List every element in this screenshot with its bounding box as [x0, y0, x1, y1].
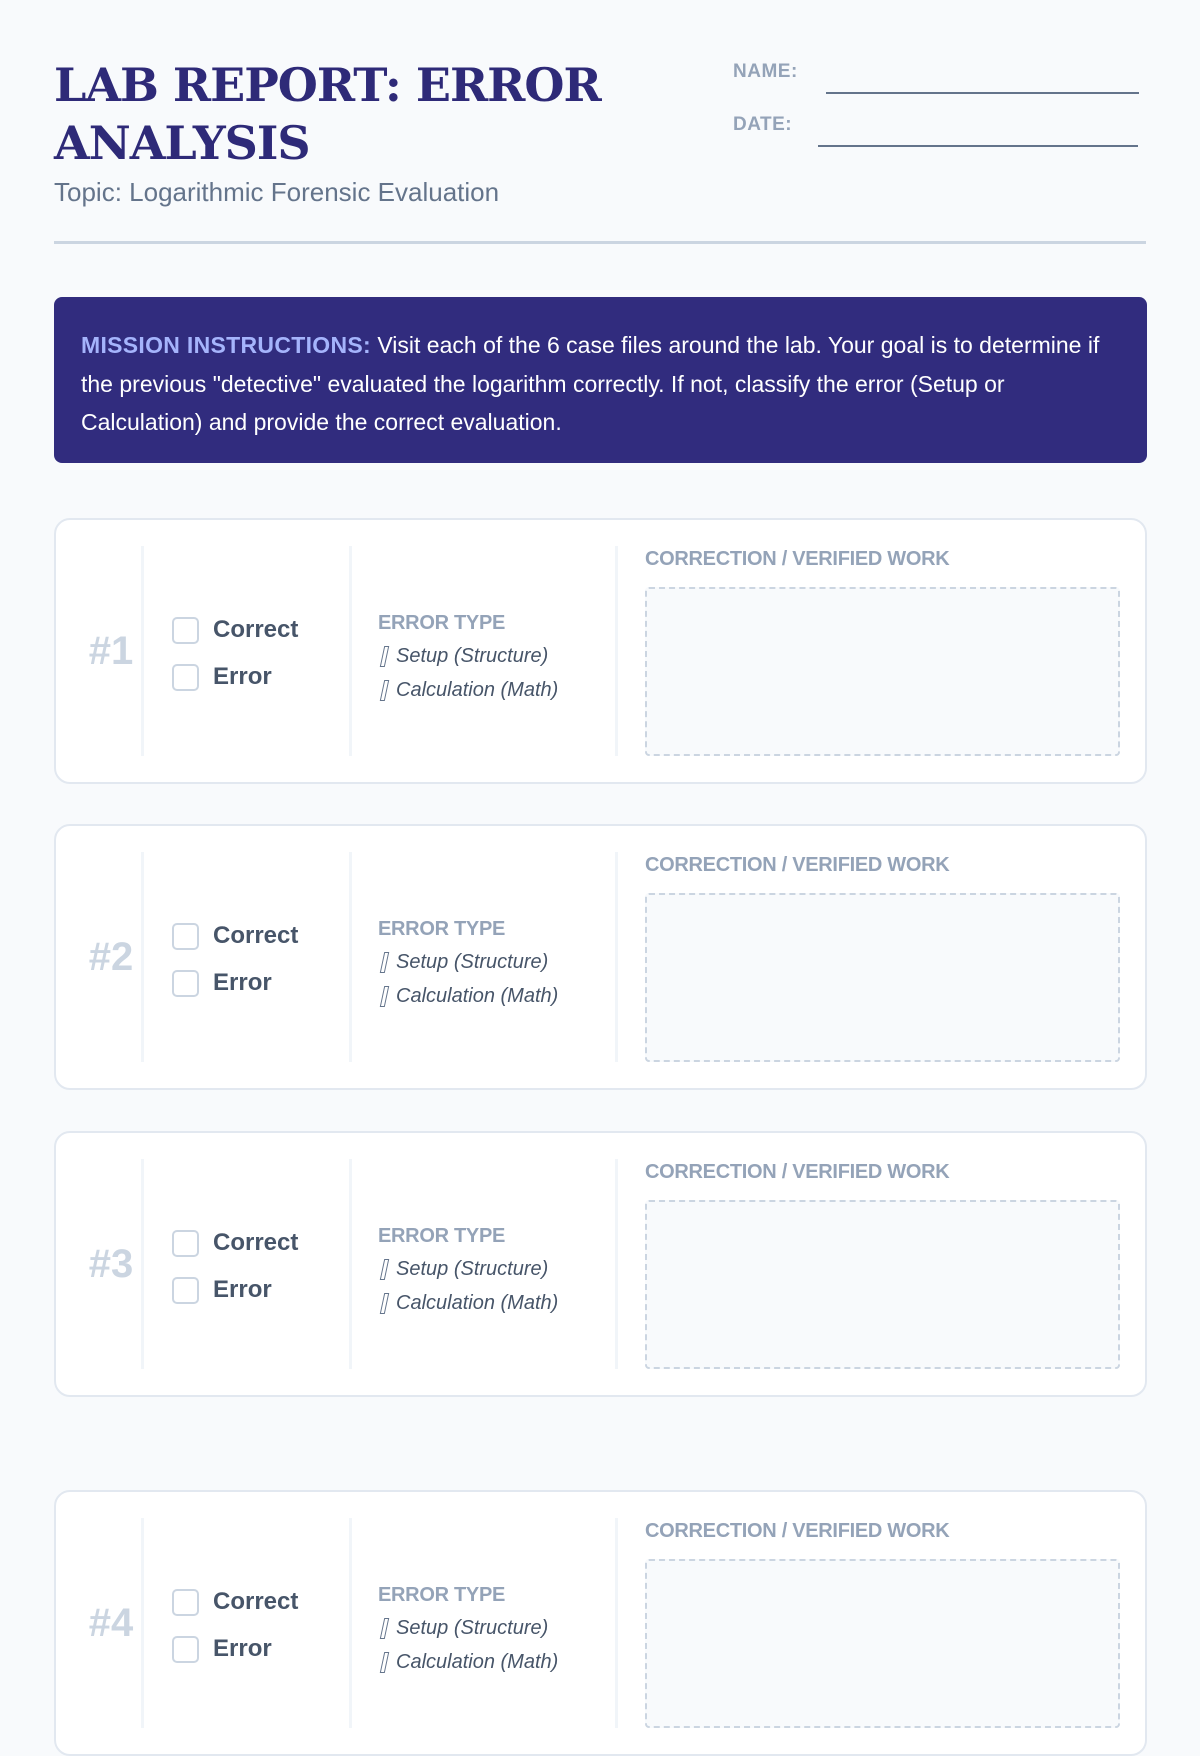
correct-option[interactable]: [172, 1229, 298, 1257]
status-group: [172, 922, 298, 1016]
status-group: [172, 1229, 298, 1323]
correction-label: CORRECTION / VERIFIED WORK: [645, 854, 950, 876]
setup-mark-icon[interactable]: [380, 952, 389, 973]
divider: [349, 546, 352, 756]
error-option[interactable]: [172, 1635, 298, 1663]
case-number: #1: [88, 628, 134, 673]
divider: [615, 852, 618, 1062]
error-type-label: ERROR TYPE: [378, 1225, 506, 1247]
error-checkbox[interactable]: [172, 664, 199, 691]
calculation-option[interactable]: [378, 985, 558, 1008]
calculation-option[interactable]: [378, 679, 558, 702]
case-number: #3: [88, 1241, 134, 1286]
correct-checkbox[interactable]: [172, 1589, 199, 1616]
calculation-option[interactable]: [378, 1292, 558, 1315]
error-type-group: [378, 1225, 558, 1326]
page-subtitle: Topic: Logarithmic Forensic Evaluation: [54, 177, 500, 207]
calculation-mark-icon[interactable]: [380, 1293, 389, 1314]
case-number: #4: [88, 1600, 134, 1645]
case-card-2: [54, 824, 1147, 1090]
correction-label: CORRECTION / VERIFIED WORK: [645, 1520, 950, 1542]
report-header: [54, 0, 1146, 244]
setup-option[interactable]: [378, 645, 558, 668]
calculation-label: Calculation (Math): [396, 679, 559, 701]
setup-option[interactable]: [378, 1258, 558, 1281]
error-type-label: ERROR TYPE: [378, 612, 506, 634]
date-line[interactable]: [818, 145, 1138, 147]
page-title: LAB REPORT: ERROR ANALYSIS: [54, 58, 601, 170]
correction-label: CORRECTION / VERIFIED WORK: [645, 548, 950, 570]
error-type-label: ERROR TYPE: [378, 918, 506, 940]
error-checkbox[interactable]: [172, 1636, 199, 1663]
error-checkbox[interactable]: [172, 1277, 199, 1304]
divider: [349, 1159, 352, 1369]
correct-option[interactable]: [172, 616, 298, 644]
case-number: #2: [88, 934, 134, 979]
error-type-group: [378, 1584, 558, 1685]
correct-label: Correct: [213, 616, 299, 643]
status-group: [172, 616, 298, 710]
error-label: Error: [213, 663, 272, 690]
error-type-label: ERROR TYPE: [378, 1584, 506, 1606]
correct-option[interactable]: [172, 1588, 298, 1616]
instructions-label: MISSION INSTRUCTIONS:: [81, 332, 371, 358]
correct-checkbox[interactable]: [172, 923, 199, 950]
correct-checkbox[interactable]: [172, 1230, 199, 1257]
correct-label: Correct: [213, 1229, 299, 1256]
calculation-mark-icon[interactable]: [380, 1652, 389, 1673]
divider: [615, 1159, 618, 1369]
setup-option[interactable]: [378, 951, 558, 974]
error-type-group: [378, 612, 558, 713]
case-card-1: [54, 518, 1147, 784]
error-label: Error: [213, 969, 272, 996]
error-checkbox[interactable]: [172, 970, 199, 997]
divider: [615, 546, 618, 756]
calculation-label: Calculation (Math): [396, 985, 559, 1007]
setup-label: Setup (Structure): [396, 1617, 549, 1639]
divider: [141, 1518, 144, 1728]
date-label: DATE:: [733, 114, 793, 135]
error-option[interactable]: [172, 969, 298, 997]
error-type-group: [378, 918, 558, 1019]
name-label: NAME:: [733, 61, 798, 82]
setup-label: Setup (Structure): [396, 645, 549, 667]
setup-label: Setup (Structure): [396, 951, 549, 973]
case-card-4: [54, 1490, 1147, 1756]
setup-label: Setup (Structure): [396, 1258, 549, 1280]
setup-option[interactable]: [378, 1617, 558, 1640]
correction-label: CORRECTION / VERIFIED WORK: [645, 1161, 950, 1183]
name-line[interactable]: [826, 92, 1139, 94]
divider: [349, 852, 352, 1062]
calculation-label: Calculation (Math): [396, 1292, 559, 1314]
setup-mark-icon[interactable]: [380, 1259, 389, 1280]
divider: [141, 546, 144, 756]
correct-label: Correct: [213, 922, 299, 949]
setup-mark-icon[interactable]: [380, 1618, 389, 1639]
instructions-text: Visit each of the 6 case files around the lab. Your goal is to determine if the previous "detective" evaluated the logarithm correctly. If not, classify the error (Setup or Calculation) and provide the correct evaluation.: [81, 332, 1100, 435]
calculation-mark-icon[interactable]: [380, 680, 389, 701]
correct-label: Correct: [213, 1588, 299, 1615]
date-field: [733, 114, 1146, 144]
correction-work-box[interactable]: [645, 587, 1120, 756]
error-option[interactable]: [172, 663, 298, 691]
divider: [141, 852, 144, 1062]
error-label: Error: [213, 1276, 272, 1303]
name-field: [733, 61, 1146, 91]
correct-option[interactable]: [172, 922, 298, 950]
status-group: [172, 1588, 298, 1682]
error-label: Error: [213, 1635, 272, 1662]
calculation-mark-icon[interactable]: [380, 986, 389, 1007]
calculation-label: Calculation (Math): [396, 1651, 559, 1673]
correct-checkbox[interactable]: [172, 617, 199, 644]
error-option[interactable]: [172, 1276, 298, 1304]
correction-work-box[interactable]: [645, 893, 1120, 1062]
case-card-3: [54, 1131, 1147, 1397]
divider: [615, 1518, 618, 1728]
correction-work-box[interactable]: [645, 1200, 1120, 1369]
divider: [349, 1518, 352, 1728]
mission-instructions: [54, 297, 1147, 463]
setup-mark-icon[interactable]: [380, 646, 389, 667]
divider: [141, 1159, 144, 1369]
calculation-option[interactable]: [378, 1651, 558, 1674]
correction-work-box[interactable]: [645, 1559, 1120, 1728]
